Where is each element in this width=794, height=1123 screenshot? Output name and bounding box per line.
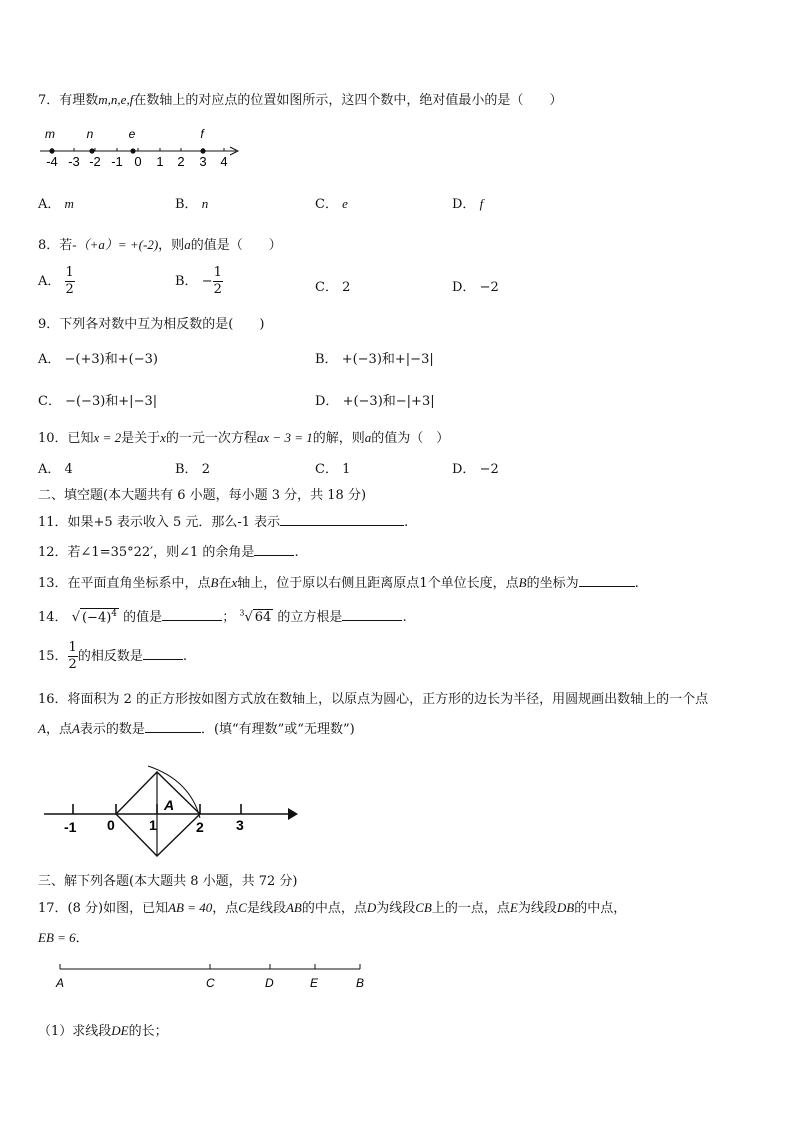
q7-point-labels	[45, 127, 205, 141]
q9-option-c[interactable]: C． −(−3)和+|−3|	[38, 394, 158, 409]
point-label-B: B	[356, 976, 365, 990]
tick-label: 3	[236, 817, 244, 833]
q7-number-line-figure	[36, 126, 246, 172]
q7-tick-labels	[46, 154, 227, 169]
q17-stem: 17．(8 分)如图，已知AB = 40，点C是线段AB的中点，点D为线段CB上的一点，点E为线段DB的中点，	[38, 900, 627, 916]
point-e	[130, 148, 135, 153]
q11: 11．如果+5 表示收入 5 元．那么-1 表示 .	[38, 515, 409, 530]
q14-answer-blank-1[interactable]	[162, 608, 222, 621]
point-label-A: A	[56, 976, 65, 990]
q9-option-d[interactable]: D． +(−3)和−|+3|	[315, 394, 435, 409]
cube-root-expression: $^3$√ 64	[239, 608, 272, 625]
tick-label: 0	[134, 154, 142, 169]
q10-option-d[interactable]: D． −2	[452, 462, 499, 477]
q16-square-figure	[40, 760, 302, 860]
fraction: $\frac{1}{2}$	[68, 640, 77, 672]
point-label-A: A	[164, 797, 175, 813]
q7-option-b[interactable]: B． n	[175, 196, 209, 212]
point-label-n: n	[86, 127, 94, 141]
q12: 12．若∠1=35°22′，则∠1 的余角是 .	[38, 545, 299, 560]
q10-stem: 10．已知x = 2是关于x的一元一次方程ax − 3 = 1的解，则a的值为（ ）	[38, 430, 450, 446]
q7-option-c[interactable]: C． e	[315, 196, 348, 212]
q8-option-c[interactable]: C． 2	[315, 280, 351, 295]
q17-segment-figure	[48, 960, 378, 994]
tick-label: 2	[196, 819, 204, 835]
section-3-heading: 三、解下列各题(本大题共 8 小题，共 72 分)	[38, 874, 298, 889]
tick-label: 4	[220, 154, 228, 169]
q11-answer-blank[interactable]	[280, 513, 404, 526]
fraction: $\frac{1}{2}$	[213, 265, 222, 297]
q17-stem-line-2: EB = 6．	[38, 930, 89, 946]
q10-option-a[interactable]: A． 4	[38, 462, 73, 477]
q13-answer-blank[interactable]	[579, 574, 635, 587]
q8-stem: 8．若-（+a）= +(-2)，则a的值是（ ）	[38, 237, 282, 253]
tick-label: -4	[46, 154, 58, 169]
q16-answer-blank[interactable]	[145, 720, 201, 733]
point-label-E: E	[310, 976, 319, 990]
tick-label: -1	[111, 154, 123, 169]
tick-label: 3	[199, 154, 207, 169]
q9-option-a[interactable]: A． −(+3)和+(−3)	[38, 352, 158, 367]
tick-label: -3	[68, 154, 80, 169]
point-n	[89, 148, 94, 153]
q10-option-c[interactable]: C． 1	[315, 462, 351, 477]
q9-stem: 9．下列各对数中互为相反数的是( )	[38, 317, 265, 332]
q8-option-b[interactable]: B． − $\frac{1}{2}$	[175, 265, 222, 297]
q15: 15． $\frac{1}{2}$ 的相反数是 .	[38, 640, 187, 672]
sqrt-expression: √ $(-4)^4$	[71, 608, 118, 625]
q16-line-1: 16．将面积为 2 的正方形按如图方式放在数轴上，以原点为圆心，正方形的边长为半径，用圆规画出数轴上的一个点	[38, 692, 709, 707]
tick-label: 0	[107, 817, 115, 833]
tick-label: -2	[89, 154, 101, 169]
q13: 13．在平面直角坐标系中，点B在x轴上，位于原以右侧且距离原点1个单位长度，点B的坐标为 .	[38, 575, 639, 591]
fraction: $\frac{1}{2}$	[65, 265, 74, 297]
q12-answer-blank[interactable]	[254, 543, 294, 556]
q7-stem: 7．有理数m,n,e,f在数轴上的对应点的位置如图所示，这四个数中，绝对值最小的是（ ）	[38, 92, 563, 108]
point-label-C: C	[206, 976, 215, 990]
q7-option-a[interactable]: A． m	[38, 196, 74, 212]
q16-line-2: A，点A表示的数是 ．(填“有理数”或“无理数”)	[38, 721, 355, 737]
tick-label: -1	[64, 819, 77, 835]
q9-option-b[interactable]: B． +(−3)和+|−3|	[315, 352, 434, 367]
tick-label: 1	[156, 154, 164, 169]
q8-option-d[interactable]: D． −2	[452, 280, 499, 295]
tick-label: 2	[177, 154, 185, 169]
point-label-f: f	[200, 127, 204, 141]
q17-sub-question-1: （1）求线段DE的长；	[38, 1023, 168, 1039]
point-label-e: e	[128, 127, 136, 141]
q14: 14． √ $(-4)^4$ 的值是 ； $^3$√ 64 的立方根是 .	[38, 608, 407, 625]
q8-option-a[interactable]: A． $\frac{1}{2}$	[38, 265, 74, 297]
point-label-D: D	[265, 976, 274, 990]
q15-answer-blank[interactable]	[143, 647, 183, 660]
point-label-m: m	[45, 127, 55, 141]
q14-answer-blank-2[interactable]	[342, 608, 402, 621]
q7-option-d[interactable]: D． f	[452, 196, 484, 212]
q10-option-b[interactable]: B． 2	[175, 462, 210, 477]
tick-label: 1	[149, 817, 157, 833]
section-2-heading: 二、填空题(本大题共有 6 小题，每小题 3 分，共 18 分)	[38, 488, 367, 503]
